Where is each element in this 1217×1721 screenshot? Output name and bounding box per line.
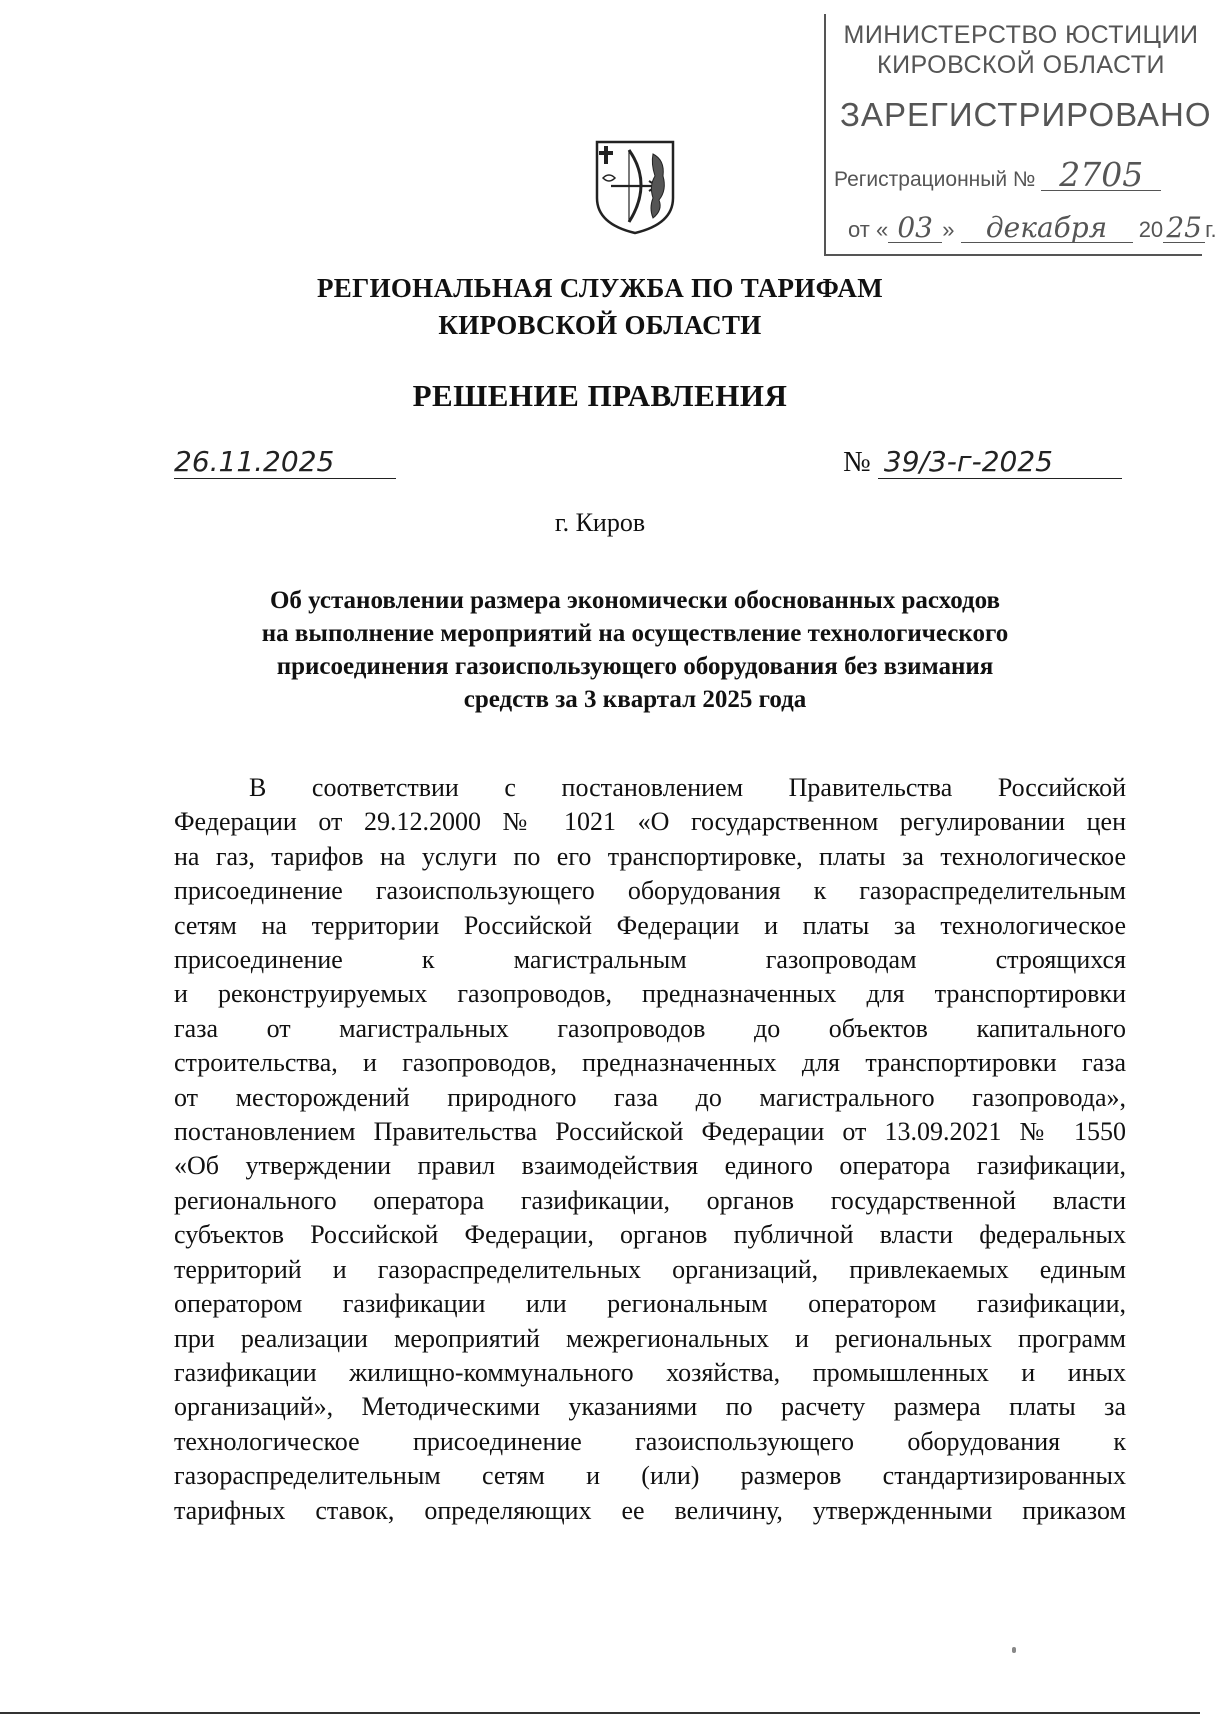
- body-line: В соответствии с постановлением Правительства Российской: [249, 773, 1126, 802]
- stamp-regno-value: 2705: [1041, 160, 1161, 191]
- stamp-ministry-name: [840, 20, 1202, 80]
- stamp-date-month: декабря: [961, 214, 1133, 243]
- body-line: строительства, и газопроводов, предназначенных для транспортировки газа: [174, 1048, 1126, 1078]
- body-line: на газ, тарифов на услуги по его транспортировке, платы за технологическое: [174, 841, 1126, 871]
- organization-name: [0, 270, 1200, 344]
- body-line: от месторождений природного газа до магистрального газопровода»,: [174, 1082, 1126, 1112]
- stamp-ministry-line-1: МИНИСТЕРСТВО ЮСТИЦИИ: [843, 21, 1199, 49]
- page-bottom-edge: [0, 1712, 1200, 1714]
- body-line: регионального оператора газификации, органов государственной власти: [174, 1185, 1126, 1215]
- stamp-ministry-line-2: КИРОВСКОЙ ОБЛАСТИ: [877, 51, 1165, 79]
- stamp-date-prefix: от «: [848, 217, 889, 242]
- body-paragraph: [174, 771, 1126, 1528]
- body-line: присоединение к магистральным газопроводам строящихся: [174, 945, 1126, 975]
- body-line: газораспределительным сетям и (или) размеров стандартизированных: [174, 1461, 1126, 1491]
- body-line: тарифных ставок, определяющих ее величину, утвержденными приказом: [174, 1495, 1126, 1525]
- document-number: [843, 446, 1122, 479]
- organization-name-line-2: КИРОВСКОЙ ОБЛАСТИ: [438, 310, 762, 340]
- document-subject: [150, 584, 1120, 716]
- organization-name-line-1: РЕГИОНАЛЬНАЯ СЛУЖБА ПО ТАРИФАМ: [317, 273, 883, 303]
- body-line: территорий и газораспределительных организаций, привлекаемых единым: [174, 1254, 1126, 1284]
- document-type: РЕШЕНИЕ ПРАВЛЕНИЯ: [412, 378, 788, 413]
- body-line: Федерации от 29.12.2000 № 1021 «О государственном регулировании цен: [174, 807, 1126, 837]
- registration-stamp: [824, 14, 1217, 256]
- body-line: оператором газификации или региональным оператором газификации,: [174, 1289, 1126, 1319]
- kirov-region-coat-of-arms-icon: [593, 138, 677, 236]
- stamp-date-suffix: г.: [1205, 217, 1217, 242]
- subject-line-1: Об установлении размера экономически обоснованных расходов: [269, 587, 1001, 614]
- stamp-registration-date: [848, 211, 1217, 244]
- body-line: газа от магистральных газопроводов до объектов капитального: [174, 1013, 1126, 1043]
- subject-line-2: на выполнение мероприятий на осуществление технологического: [261, 620, 1009, 647]
- document-date: 26.11.2025: [174, 446, 396, 479]
- body-line: организаций», Методическими указаниями по расчету размера платы за: [174, 1392, 1126, 1422]
- body-line: технологическое присоединение газоиспользующего оборудования к: [174, 1426, 1126, 1456]
- document-city: г. Киров: [554, 508, 646, 537]
- body-line: и реконструируемых газопроводов, предназначенных для транспортировки: [174, 979, 1126, 1009]
- stamp-regno-label: Регистрационный №: [834, 168, 1036, 191]
- stamp-status: ЗАРЕГИСТРИРОВАНО: [840, 96, 1212, 133]
- body-line: присоединение газоиспользующего оборудования к газораспределительным: [174, 876, 1126, 906]
- body-line: «Об утверждении правил взаимодействия единого оператора газификации,: [174, 1151, 1126, 1181]
- body-line: сетям на территории Российской Федерации и платы за технологическое: [174, 910, 1126, 940]
- body-line: постановлением Правительства Российской Федерации от 13.09.2021 № 1550: [174, 1117, 1126, 1147]
- document-number-value: 39/3-г-2025: [878, 446, 1122, 479]
- body-line: субъектов Российской Федерации, органов публичной власти федеральных: [174, 1220, 1126, 1250]
- body-line: при реализации мероприятий межрегиональных и региональных программ: [174, 1323, 1126, 1353]
- stamp-date-mid: »: [942, 217, 955, 242]
- subject-line-3: присоединения газоиспользующего оборудования без взимания: [276, 653, 994, 680]
- body-line: газификации жилищно-коммунального хозяйства, промышленных и иных: [174, 1357, 1126, 1387]
- stamp-registration-number: [834, 155, 1161, 194]
- stamp-date-year: 25: [1163, 214, 1205, 243]
- scan-speck: [1012, 1647, 1016, 1653]
- subject-line-4: средств за 3 квартал 2025 года: [463, 686, 807, 713]
- stamp-date-day: 03: [888, 214, 942, 243]
- document-number-prefix: №: [843, 446, 871, 478]
- stamp-date-century: 20: [1138, 217, 1164, 242]
